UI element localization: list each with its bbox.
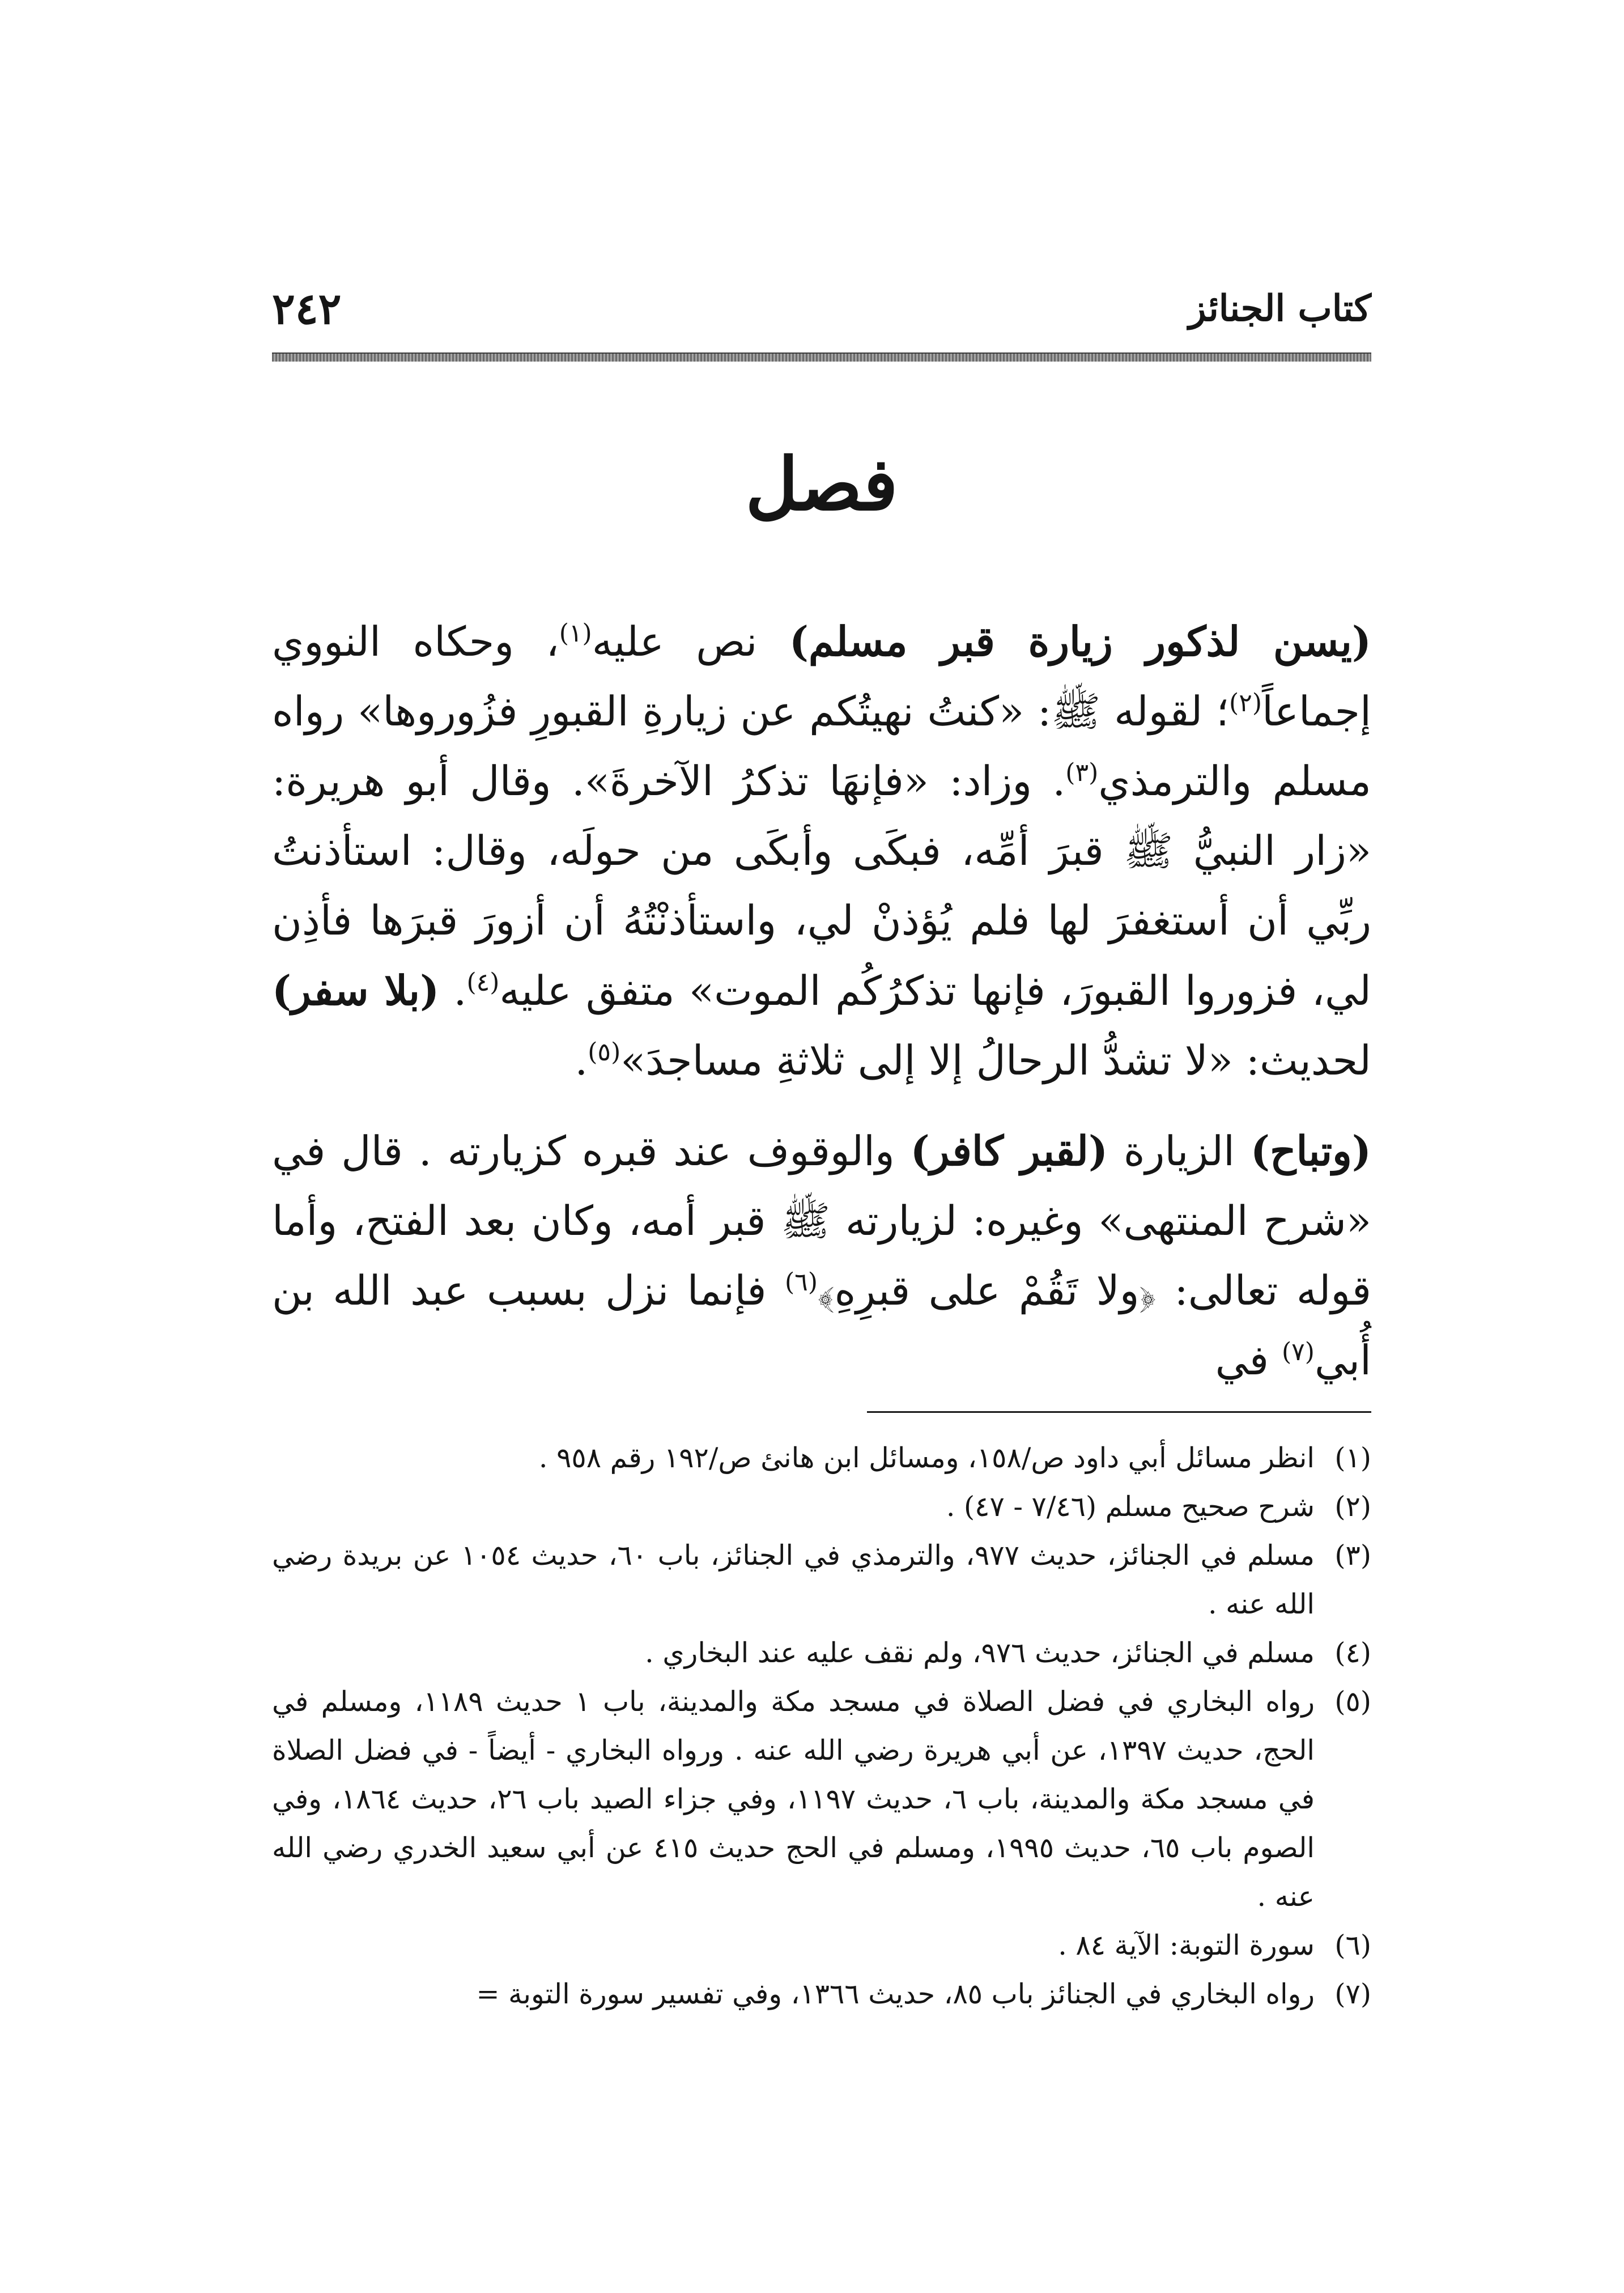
footnote	[272, 1678, 1371, 1921]
text-run: الزيارة	[1108, 1127, 1251, 1175]
footnote-separator	[867, 1411, 1371, 1413]
text-run: لحديث: «لا تشدُّ الرحالُ إلا إلى ثلاثةِ مساجدَ»	[620, 1037, 1371, 1084]
bold-phrase: (لقبر كافر)	[910, 1127, 1108, 1175]
text-run: في	[1215, 1336, 1282, 1384]
text-run: نص عليه	[592, 618, 789, 665]
footnote	[272, 1531, 1371, 1629]
footnote-number: (٧)	[1334, 1978, 1371, 2010]
footnote	[272, 1434, 1371, 1483]
footnote-number: (٦)	[1334, 1929, 1371, 1961]
page-number: ٢٤٢	[272, 283, 342, 334]
text-run: .	[575, 1037, 588, 1084]
footnote-text: شرح صحيح مسلم (٧/٤٦ - ٤٧) .	[946, 1491, 1315, 1523]
footnote-marker: (٣)	[1065, 758, 1099, 787]
running-header	[272, 278, 1371, 340]
footnote	[272, 1483, 1371, 1531]
footnote-marker: (١)	[559, 619, 592, 648]
footnote	[272, 1970, 1371, 2019]
bold-phrase: (بلا سفر)	[272, 966, 440, 1014]
footnote	[272, 1629, 1371, 1678]
footnote-text: مسلم في الجنائز، حديث ٩٧٦، ولم نقف عليه عند البخاري .	[645, 1637, 1315, 1669]
footnote-marker: (٢)	[1229, 689, 1262, 717]
text-run: فإنما نزل بسبب عبد الله بن أُبي	[272, 1267, 1371, 1384]
book-title: كتاب الجنائز	[1188, 287, 1371, 330]
footnote-text: سورة التوبة: الآية ٨٤ .	[1058, 1929, 1315, 1961]
text-run: .	[439, 967, 467, 1014]
footnote-marker: (٥)	[588, 1038, 621, 1067]
footnote-text: رواه البخاري في فضل الصلاة في مسجد مكة والمدينة، باب ١ حديث ١١٨٩، ومسلم في الحج، حديث ١٣٩٧، عن أبي هريرة رضي الله عنه . ورواه البخاري - أيضاً - في فضل الصلاة في مسجد مكة والمدينة، باب ٦، حديث ١١٩٧، وفي جزاء الصيد باب ٢٦، حديث ١٨٦٤، وفي الصوم باب ٦٥، حديث ١٩٩٥، ومسلم في الحج حديث ٤١٥ عن أبي سعيد الخدري رضي الله عنه .	[272, 1685, 1315, 1913]
text-run: والوقوف عند قبره كزيارته . قال في «شرح المنتهى» وغيره: لزيارته ﷺ قبر أمه، وكان بعد الفتح، وأما قوله تعالى: ﴿ولا تَقُمْ على قبرِهِ﴾	[272, 1127, 1372, 1314]
footnote-number: (٢)	[1334, 1491, 1371, 1523]
bold-phrase: (وتباح)	[1250, 1127, 1371, 1175]
footnote-marker: (٦)	[785, 1268, 818, 1297]
body-text	[272, 606, 1371, 1395]
bold-phrase: (يسن لذكور زيارة قبر مسلم)	[789, 617, 1371, 665]
footnote	[272, 1921, 1371, 1970]
footnote-text: انظر مسائل أبي داود ص/١٥٨، ومسائل ابن هانئ ص/١٩٢ رقم ٩٥٨ .	[538, 1442, 1315, 1474]
text-run: ، وحكاه النووي إجماعاً	[272, 618, 1372, 735]
paragraph-1	[272, 606, 1371, 1095]
text-run: ؛ لقوله ﷺ: «كنتُ نهيتُكم عن زيارةِ القبورِ فزُوروها» رواه مسلم والترمذي	[272, 687, 1371, 805]
footnote-number: (٣)	[1334, 1539, 1371, 1572]
text-run: . وزاد: «فإنهَا تذكرُ الآخرةَ». وقال أبو هريرة: «زار النبيُّ ﷺ قبرَ أمِّه، فبكَى وأبكَى من حولَه، وقال: استأذنتُ ربِّي أن أستغفرَ لها فلم يُؤذنْ لي، واستأذنْتُهُ أن أزورَ قبرَها فأذِن لي، فزوروا القبورَ، فإنها تذكرُكُم الموت» متفق عليه	[272, 757, 1371, 1014]
header-rule	[272, 353, 1371, 362]
footnotes	[272, 1434, 1371, 2019]
footnote-text: مسلم في الجنائز، حديث ٩٧٧، والترمذي في الجنائز، باب ٦٠، حديث ١٠٥٤ عن بريدة رضي الله عنه .	[272, 1539, 1315, 1620]
paragraph-2	[272, 1116, 1371, 1395]
footnote-marker: (٤)	[466, 968, 500, 997]
footnote-marker: (٧)	[1281, 1337, 1315, 1366]
footnote-number: (٤)	[1334, 1637, 1371, 1669]
footnote-text: رواه البخاري في الجنائز باب ٨٥، حديث ١٣٦٦، وفي تفسير سورة التوبة =	[476, 1978, 1315, 2010]
footnote-number: (١)	[1334, 1442, 1371, 1474]
footnote-number: (٥)	[1334, 1685, 1371, 1718]
section-title: فصل	[745, 442, 898, 527]
